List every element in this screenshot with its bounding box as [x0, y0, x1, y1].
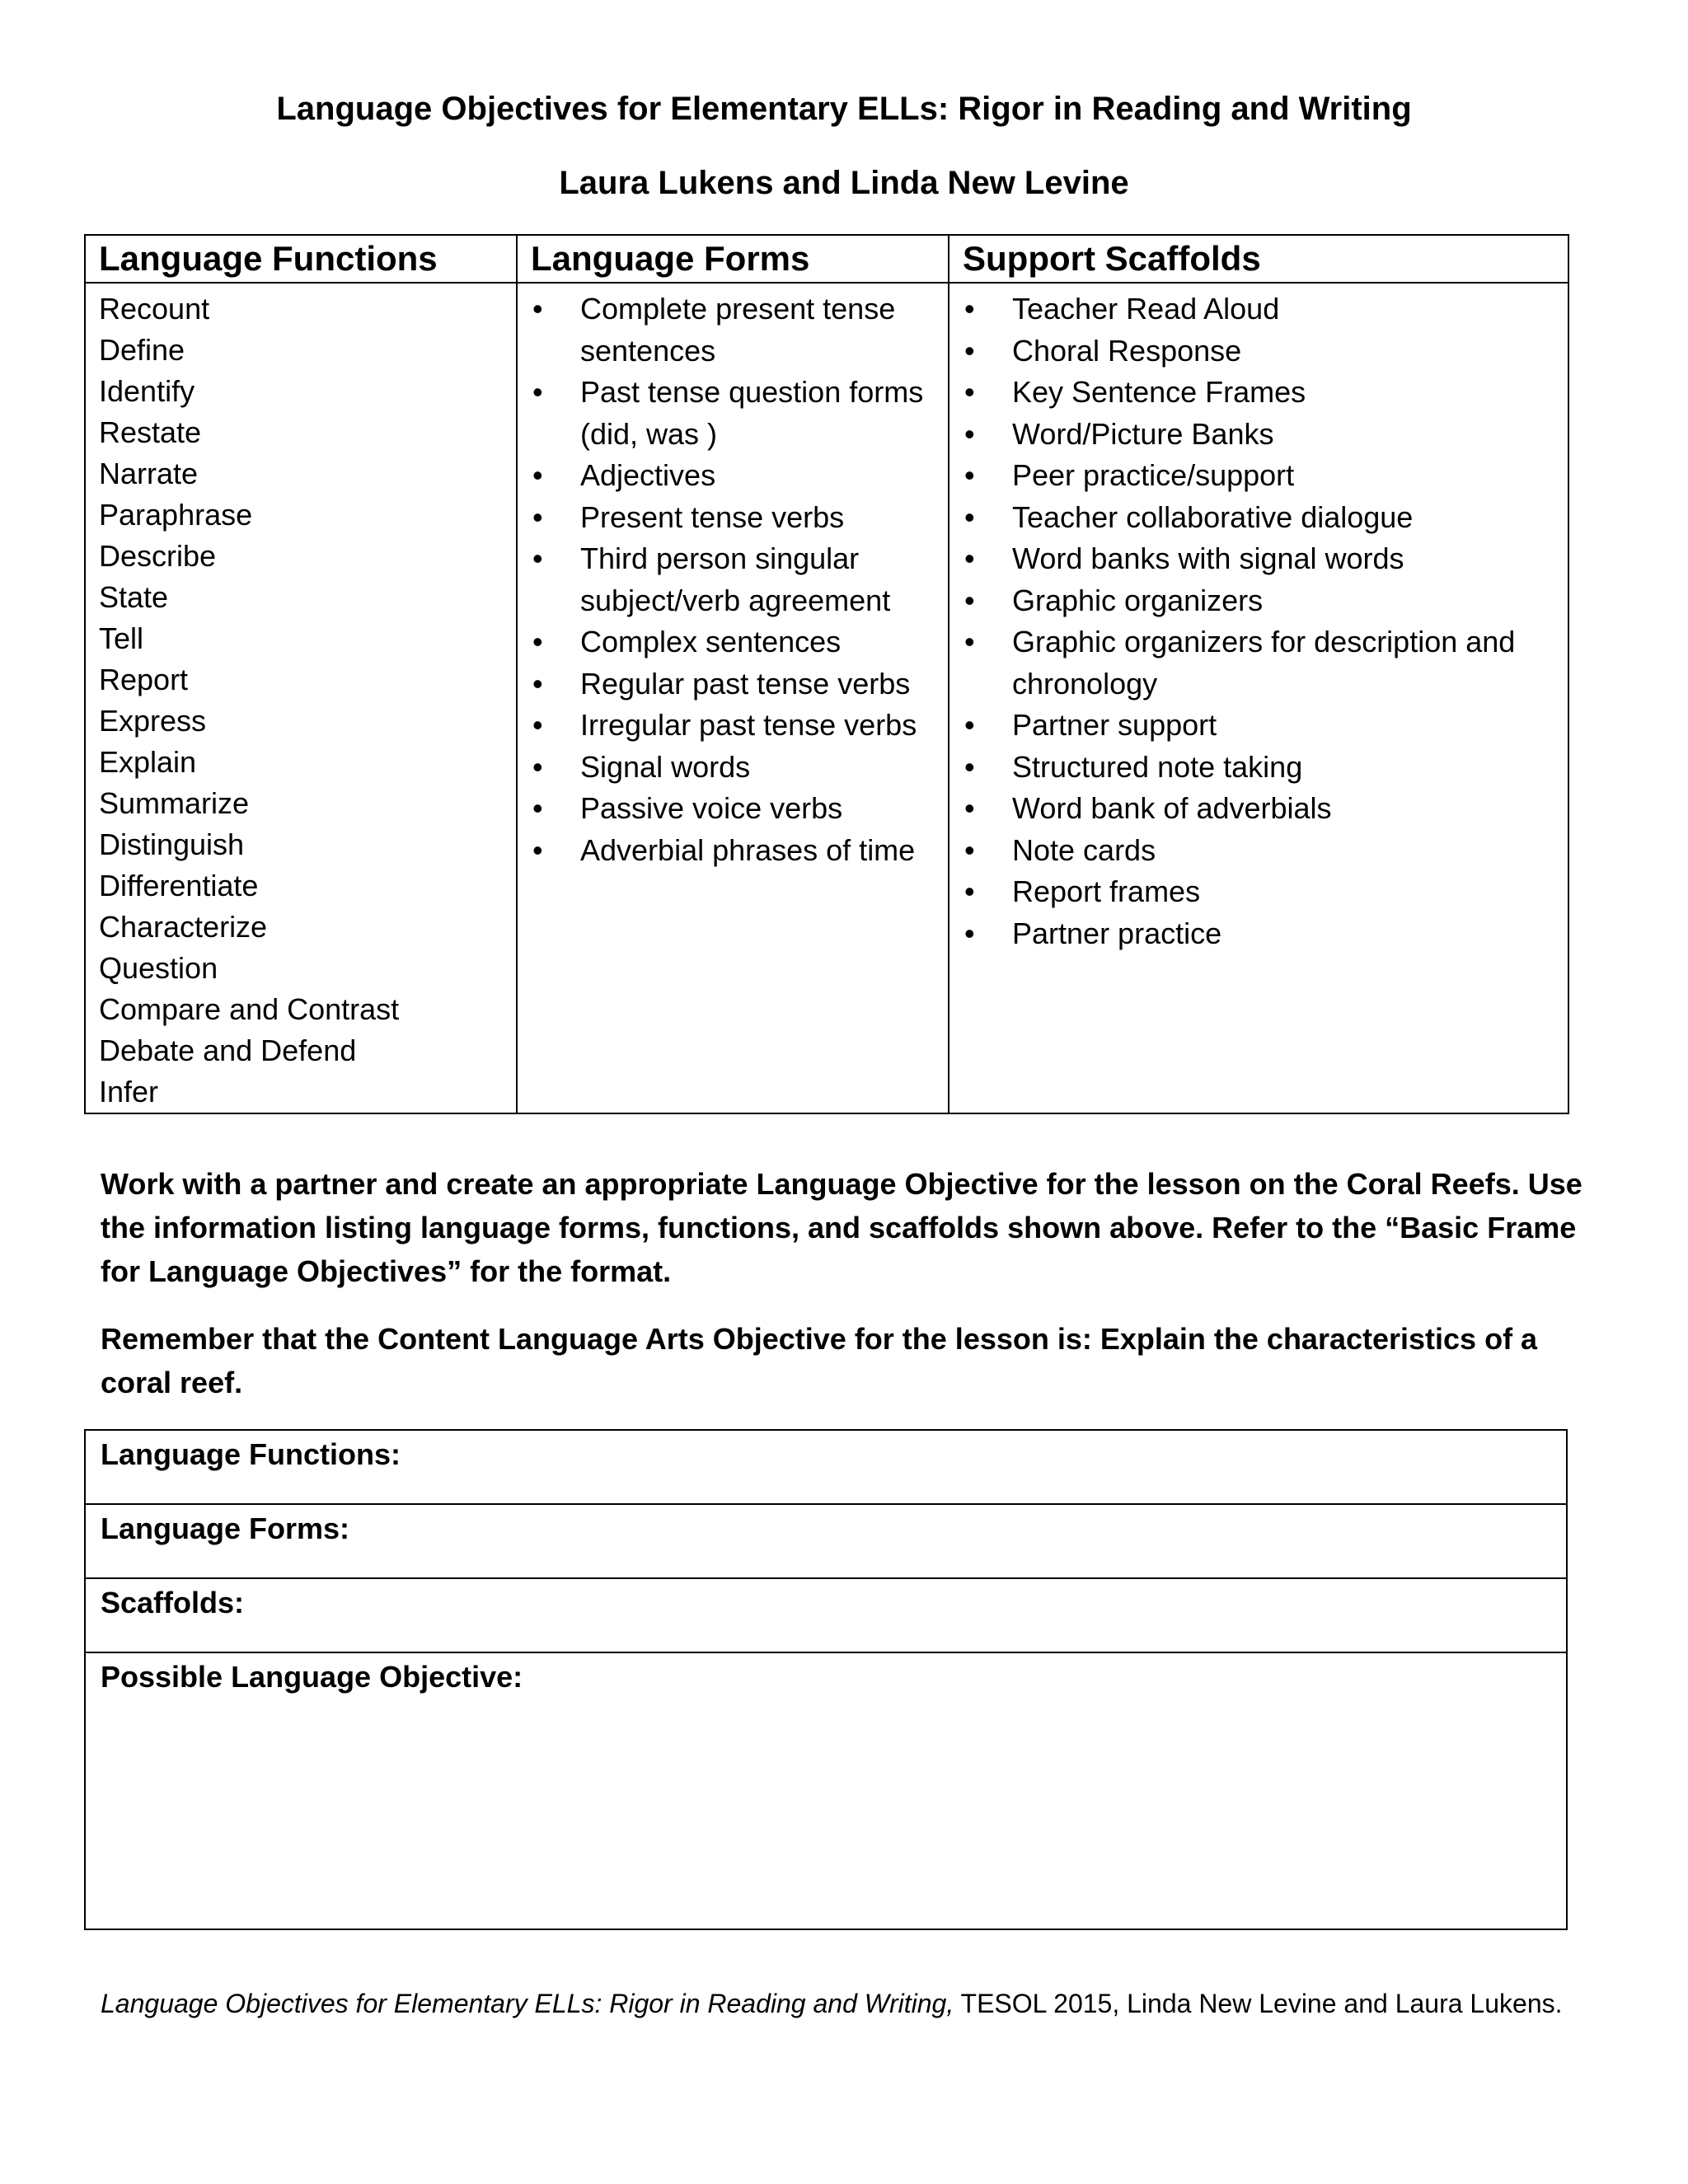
worksheet-scaffolds-field[interactable]	[85, 1578, 1567, 1652]
function-item: Narrate	[99, 457, 199, 490]
function-item: Distinguish	[99, 827, 245, 861]
form-item: • Adjectives	[531, 455, 935, 497]
language-objectives-table	[84, 234, 1569, 1114]
function-item: Debate and Defend	[99, 1033, 357, 1067]
worksheet-forms-label: Language Forms:	[101, 1511, 350, 1545]
function-item: Infer	[99, 1075, 159, 1108]
form-item: • Passive voice verbs	[531, 788, 935, 830]
citation-footer	[101, 1985, 1576, 2022]
scaffolds-list	[963, 288, 1554, 954]
citation-title: Language Objectives for Elementary ELLs: Rigor in Reading and Writing,	[101, 1989, 954, 2018]
column-header-functions: Language Functions	[85, 235, 517, 283]
form-item: • Past tense question forms (did, was )	[531, 372, 935, 455]
worksheet-objective-label: Possible Language Objective:	[101, 1660, 523, 1694]
document-authors: Laura Lukens and Linda New Levine	[559, 165, 1129, 201]
scaffold-item: • Teacher collaborative dialogue	[963, 497, 1554, 539]
worksheet-row-objective	[85, 1652, 1567, 1929]
function-item: Tell	[99, 621, 144, 655]
function-item: Recount	[99, 292, 210, 326]
function-item: Describe	[99, 539, 217, 573]
functions-cell	[85, 283, 517, 1113]
worksheet-functions-label: Language Functions:	[101, 1437, 401, 1471]
forms-cell	[517, 283, 949, 1113]
scaffold-item: • Choral Response	[963, 330, 1554, 373]
function-item: Paraphrase	[99, 498, 253, 532]
form-item: • Regular past tense verbs	[531, 663, 935, 705]
function-item: Report	[99, 663, 189, 696]
citation-details: TESOL 2015, Linda New Levine and Laura Lukens.	[954, 1989, 1563, 2018]
document-title: Language Objectives for Elementary ELLs: Rigor in Reading and Writing	[276, 91, 1412, 127]
function-item: Identify	[99, 374, 195, 408]
content-objective-reminder: Remember that the Content Language Arts Objective for the lesson is: Explain the characteristics of a coral reef.	[101, 1322, 1538, 1399]
forms-list	[531, 288, 935, 871]
function-item: Differentiate	[99, 869, 259, 902]
form-item: • Complex sentences	[531, 621, 935, 663]
function-item: Summarize	[99, 786, 250, 820]
function-item: Restate	[99, 415, 202, 449]
form-item: • Complete present tense sentences	[531, 288, 935, 372]
form-item: • Adverbial phrases of time	[531, 830, 935, 872]
scaffolds-cell	[949, 283, 1568, 1113]
scaffold-item: • Note cards	[963, 830, 1554, 872]
scaffold-item: • Partner support	[963, 705, 1554, 747]
function-item: State	[99, 580, 169, 614]
worksheet-functions-field[interactable]	[85, 1430, 1567, 1504]
scaffold-item: • Word banks with signal words	[963, 538, 1554, 580]
worksheet-row-scaffolds	[85, 1578, 1567, 1652]
column-header-scaffolds: Support Scaffolds	[949, 235, 1568, 283]
scaffold-item: • Peer practice/support	[963, 455, 1554, 497]
function-item: Express	[99, 704, 207, 738]
functions-list	[99, 288, 503, 1113]
function-item: Explain	[99, 745, 197, 779]
form-item: • Present tense verbs	[531, 497, 935, 539]
worksheet-scaffolds-label: Scaffolds:	[101, 1586, 245, 1619]
form-item: • Irregular past tense verbs	[531, 705, 935, 747]
scaffold-item: • Word/Picture Banks	[963, 414, 1554, 456]
function-item: Define	[99, 333, 185, 367]
worksheet-row-forms	[85, 1504, 1567, 1578]
table-body-row	[85, 283, 1568, 1113]
worksheet-objective-field[interactable]	[85, 1652, 1567, 1929]
table-header-row	[85, 235, 1568, 283]
objective-worksheet-table	[84, 1429, 1568, 1930]
scaffold-item: • Partner practice	[963, 913, 1554, 955]
worksheet-forms-field[interactable]	[85, 1504, 1567, 1578]
scaffold-item: • Teacher Read Aloud	[963, 288, 1554, 330]
function-item: Question	[99, 951, 218, 985]
worksheet-row-functions	[85, 1430, 1567, 1504]
scaffold-item: • Word bank of adverbials	[963, 788, 1554, 830]
function-item: Characterize	[99, 910, 268, 944]
column-header-forms: Language Forms	[517, 235, 949, 283]
scaffold-item: • Graphic organizers	[963, 580, 1554, 622]
function-item: Compare and Contrast	[99, 992, 400, 1026]
scaffold-item: • Key Sentence Frames	[963, 372, 1554, 414]
form-item: • Third person singular subject/verb agreement	[531, 538, 935, 621]
scaffold-item: • Graphic organizers for description and chronology	[963, 621, 1554, 705]
task-instructions: Work with a partner and create an appropriate Language Objective for the lesson on the Coral Reefs. Use the information listing language forms, functions, and scaffolds shown above. Refer to the “Basic Frame for Language Objectives” for the format.	[101, 1167, 1582, 1288]
scaffold-item: • Report frames	[963, 871, 1554, 913]
scaffold-item: • Structured note taking	[963, 747, 1554, 789]
form-item: • Signal words	[531, 747, 935, 789]
